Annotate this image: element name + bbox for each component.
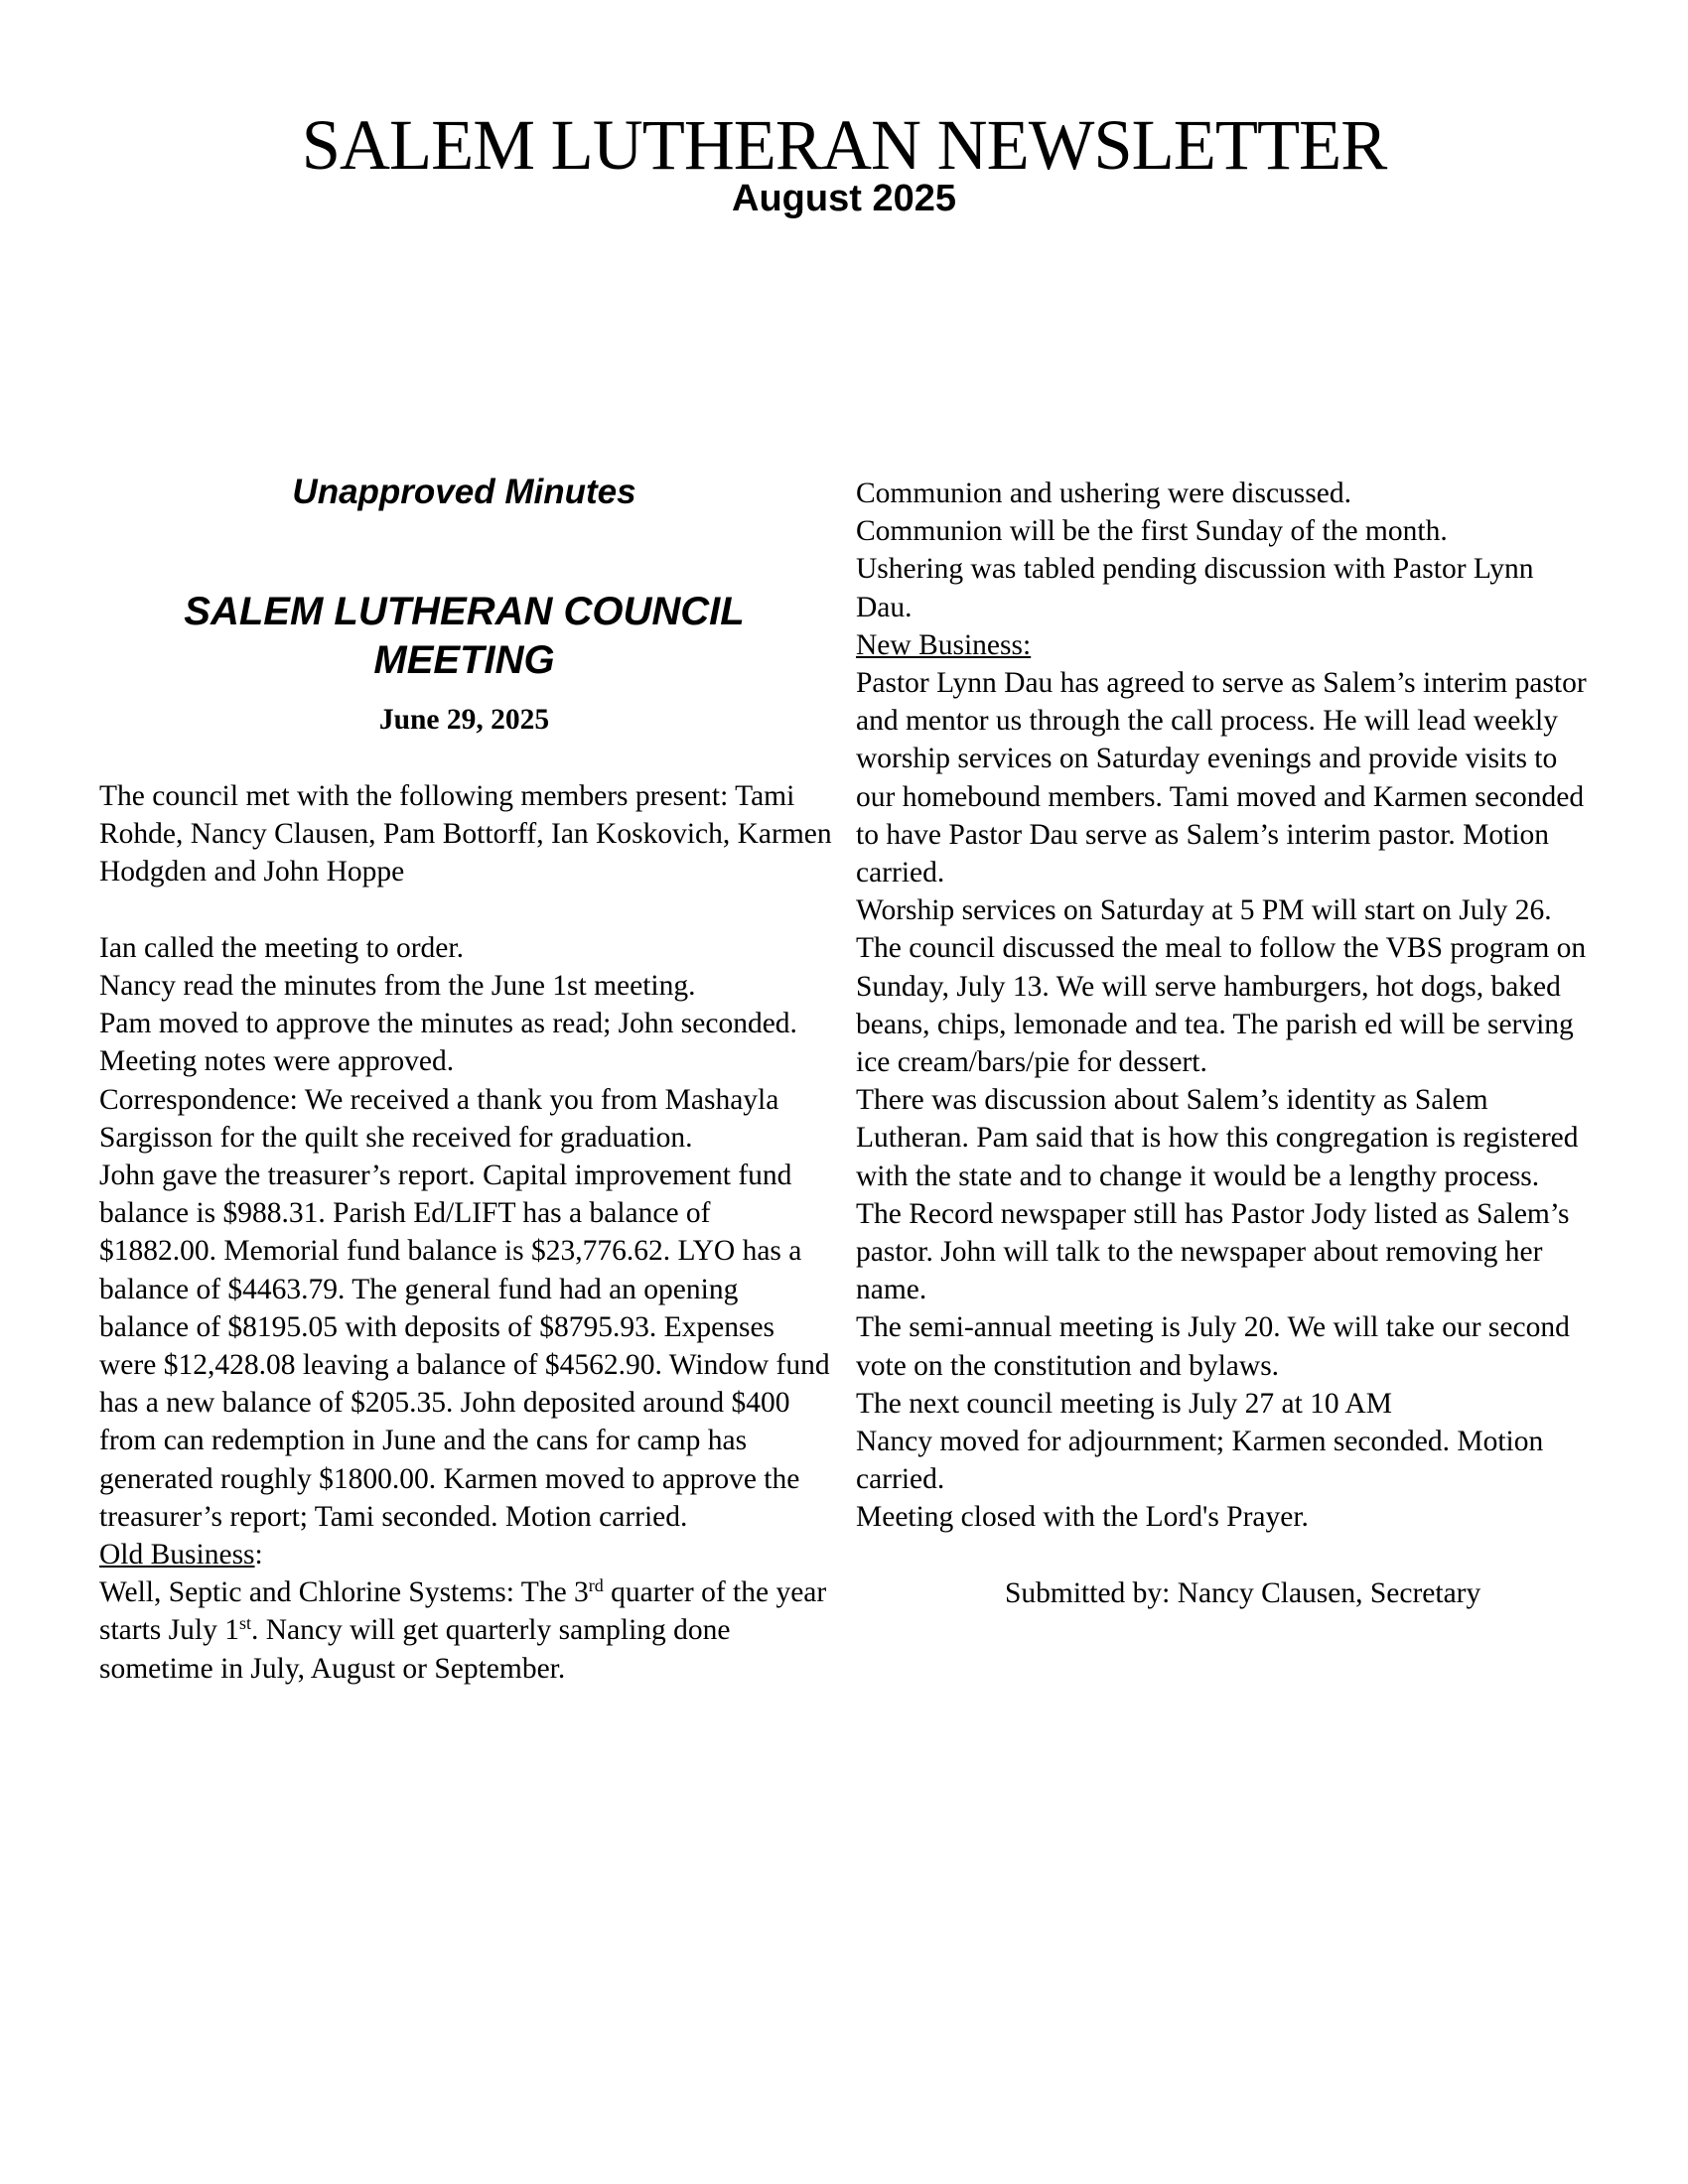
new-business-paragraph: The Record newspaper still has Pastor Jody listed as Salem’s pastor. John will talk to the newspaper about removing her name. [856,1197,1570,1306]
well-text-part: . Nancy will get quarterly sampling done sometime in July, August or September. [99,1614,731,1685]
minutes-paragraph: Pam moved to approve the minutes as read; John seconded. Meeting notes were approved. [99,1008,797,1078]
meeting-title-line-2: MEETING [373,638,555,682]
attendance-paragraph: The council met with the following members present: Tami Rohde, Nancy Clausen, Pam Bottorff, Ian Koskovich, Karmen Hodgden and John Hoppe [99,780,832,888]
meeting-date: June 29, 2025 [378,704,550,736]
new-business-paragraph: The semi-annual meeting is July 20. We will take our second vote on the constitution and bylaws. [856,1311,1570,1382]
secretary-signature: Submitted by: Nancy Clausen, Secretary [1005,1576,1481,1609]
treasurer-report-paragraph: John gave the treasurer’s report. Capital improvement fund balance is $988.31. Parish Ed/LIFT has a balance of $1882.00. Memorial fund balance is $23,776.62. LYO has a balance of $4463.79. The general fund had an opening balance of $8195.05 with deposits of $8795.93. Expenses were $12,428.08 leaving a balance of $4562.90. Window fund has a new balance of $205.35. John deposited around $400 from can redemption in June and the cans for camp has generated roughly $1800.00. Karmen moved to approve the treasurer’s report; Tami seconded. Motion carried. [99,1160,830,1533]
old-business-paragraph: Ushering was tabled pending discussion with Pastor Lynn Dau. [856,553,1534,623]
meeting-title [99,588,829,685]
old-business-heading-text: Old Business [99,1539,255,1571]
new-business-paragraph: Pastor Lynn Dau has agreed to serve as Salem’s interim pastor and mentor us through the call process. He will lead weekly worship services on Saturday evenings and provide visits to our homebound members. Tami moved and Karmen seconded to have Pastor Dau serve as Salem’s interim pastor. Motion carried. [856,667,1587,889]
minutes-paragraph: Ian called the meeting to order. [99,931,464,964]
newsletter-masthead [0,107,1688,218]
minutes-paragraph: Correspondence: We received a thank you from Mashayla Sargisson for the quilt she received for graduation. [99,1083,779,1154]
minutes-right-column [856,475,1596,1612]
closing-paragraph: Meeting closed with the Lord's Prayer. [856,1501,1309,1534]
new-business-paragraph: The next council meeting is July 27 at 10 AM [856,1387,1392,1420]
old-business-heading [99,1536,834,1573]
newsletter-title: SALEM LUTHERAN NEWSLETTER [301,105,1387,185]
new-business-paragraph: Worship services on Saturday at 5 PM will start on July 26. [856,894,1552,927]
ordinal-suffix: st [238,1613,251,1634]
minutes-status-label: Unapproved Minutes [292,473,636,511]
adjournment-paragraph: Nancy moved for adjournment; Karmen seconded. Motion carried. [856,1426,1544,1496]
new-business-paragraph: The council discussed the meal to follow the VBS program on Sunday, July 13. We will serve hamburgers, hot dogs, baked beans, chips, lemonade and tea. The parish ed will be serving ice cream/bars/pie for dessert. [856,932,1587,1079]
well-text-part: Well, Septic and Chlorine Systems: The 3 [99,1576,589,1609]
paragraph-spacer [99,891,834,929]
minutes-paragraph: Nancy read the minutes from the June 1st meeting. [99,970,696,1002]
well-text-part: quarter of the year starts July 1 [99,1576,827,1647]
new-business-heading: New Business: [856,628,1032,661]
meeting-title-line-1: SALEM LUTHERAN COUNCIL [184,590,745,633]
old-business-paragraph: Communion and ushering were discussed. [856,478,1351,509]
old-business-heading-colon: : [254,1539,263,1571]
ordinal-suffix: rd [588,1575,604,1596]
new-business-paragraph: There was discussion about Salem’s identity as Salem Lutheran. Pam said that is how this congregation is registered with the state and to change it would be a lengthy process. [856,1084,1579,1192]
old-business-paragraph: Communion will be the first Sunday of the month. [856,515,1448,548]
well-septic-paragraph [99,1573,834,1688]
minutes-left-column [99,777,834,1688]
issue-date: August 2025 [732,178,956,219]
